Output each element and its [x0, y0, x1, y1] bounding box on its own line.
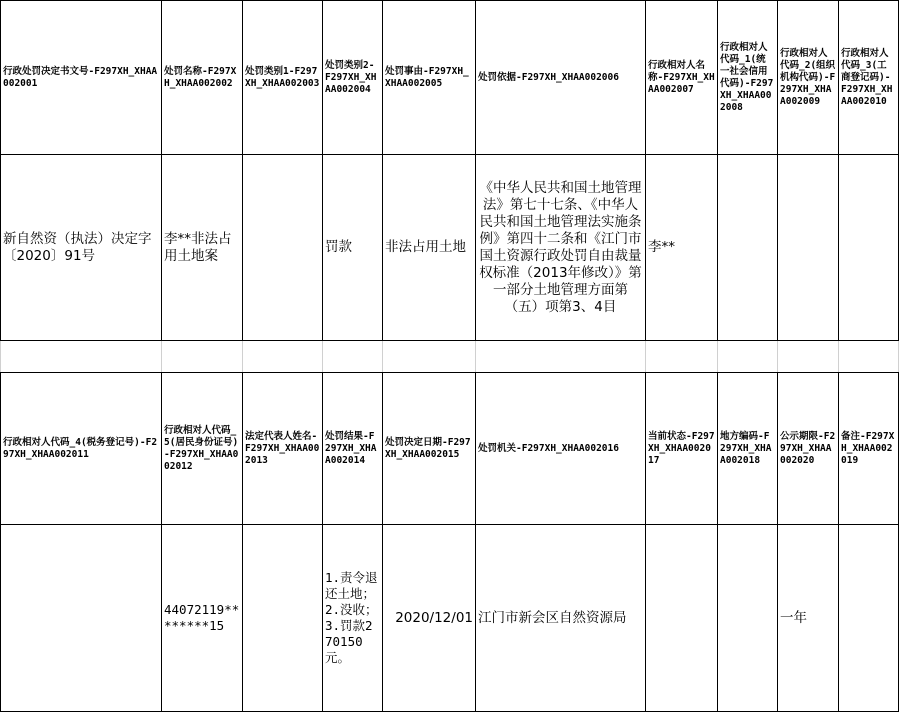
- spacer-cell: [162, 341, 243, 373]
- header-cell[interactable]: 处罚结果-F297XH_XHAA002014: [323, 373, 383, 525]
- legal-rep-cell[interactable]: [243, 525, 323, 712]
- credit-code-cell[interactable]: [718, 155, 778, 341]
- spacer-cell: [718, 341, 778, 373]
- header-cell[interactable]: 备注-F297XH_XHAA002019: [839, 373, 899, 525]
- tax-reg-cell[interactable]: [1, 525, 162, 712]
- header-cell[interactable]: 行政相对人代码_4(税务登记号)-F297XH_XHAA002011: [1, 373, 162, 525]
- header-cell[interactable]: 当前状态-F297XH_XHAA002017: [646, 373, 718, 525]
- decision-number-cell[interactable]: 新自然资（执法）决定字〔2020〕91号: [1, 155, 162, 341]
- penalty-name-cell[interactable]: 李**非法占用土地案: [162, 155, 243, 341]
- header-cell[interactable]: 处罚事由-F297XH_XHAA002005: [383, 1, 476, 155]
- penalty-category2-cell[interactable]: 罚款: [323, 155, 383, 341]
- header-cell[interactable]: 行政相对人名称-F297XH_XHAA002007: [646, 1, 718, 155]
- header-cell[interactable]: 处罚依据-F297XH_XHAA002006: [476, 1, 646, 155]
- spacer-cell: [778, 341, 839, 373]
- business-reg-cell[interactable]: [839, 155, 899, 341]
- org-code-cell[interactable]: [778, 155, 839, 341]
- header-cell[interactable]: 处罚机关-F297XH_XHAA002016: [476, 373, 646, 525]
- header-cell[interactable]: 公示期限-F297XH_XHAA002020: [778, 373, 839, 525]
- remarks-cell[interactable]: [839, 525, 899, 712]
- penalty-basis-cell[interactable]: 《中华人民共和国土地管理法》第七十七条、《中华人民共和国土地管理法实施条例》第四十二条和《江门市国土资源行政处罚自由裁量权标准（2013年修改）》第一部分土地管理方面第（五）项第3、4目: [476, 155, 646, 341]
- authority-cell[interactable]: 江门市新会区自然资源局: [476, 525, 646, 712]
- spacer-cell: [1, 341, 162, 373]
- header-row-1: [1, 1, 899, 155]
- header-cell[interactable]: 行政处罚决定书文号-F297XH_XHAA002001: [1, 1, 162, 155]
- header-cell[interactable]: 行政相对人代码_3(工商登记码)-F297XH_XHAA002010: [839, 1, 899, 155]
- spacer-cell: [243, 341, 323, 373]
- spacer-cell: [323, 341, 383, 373]
- data-row-2: [1, 525, 899, 712]
- header-cell[interactable]: 地方编码-F297XH_XHAA002018: [718, 373, 778, 525]
- header-cell[interactable]: 行政相对人代码_1(统一社会信用代码)-F297XH_XHAA002008: [718, 1, 778, 155]
- data-row-1: [1, 155, 899, 341]
- penalty-category1-cell[interactable]: [243, 155, 323, 341]
- header-cell[interactable]: 处罚决定日期-F297XH_XHAA002015: [383, 373, 476, 525]
- local-code-cell[interactable]: [718, 525, 778, 712]
- header-cell[interactable]: 法定代表人姓名-F297XH_XHAA002013: [243, 373, 323, 525]
- spacer-cell: [646, 341, 718, 373]
- header-cell[interactable]: 处罚类别2-F297XH_XHAA002004: [323, 1, 383, 155]
- header-cell[interactable]: 处罚类别1-F297XH_XHAA002003: [243, 1, 323, 155]
- spacer-cell: [476, 341, 646, 373]
- status-cell[interactable]: [646, 525, 718, 712]
- header-cell[interactable]: 处罚名称-F297XH_XHAA002002: [162, 1, 243, 155]
- penalty-result-cell[interactable]: 1.责令退还土地；2.没收；3.罚款270150元。: [323, 525, 383, 712]
- header-row-2: [1, 373, 899, 525]
- publicity-period-cell[interactable]: 一年: [778, 525, 839, 712]
- id-number-cell[interactable]: 44072119********15: [162, 525, 243, 712]
- party-name-cell[interactable]: 李**: [646, 155, 718, 341]
- spacer-cell: [383, 341, 476, 373]
- spacer-row: [1, 341, 899, 373]
- header-cell[interactable]: 行政相对人代码_5(居民身份证号)-F297XH_XHAA002012: [162, 373, 243, 525]
- spacer-cell: [839, 341, 899, 373]
- decision-date-cell[interactable]: 2020/12/01: [383, 525, 476, 712]
- header-cell[interactable]: 行政相对人代码_2(组织机构代码)-F297XH_XHAA002009: [778, 1, 839, 155]
- penalty-reason-cell[interactable]: 非法占用土地: [383, 155, 476, 341]
